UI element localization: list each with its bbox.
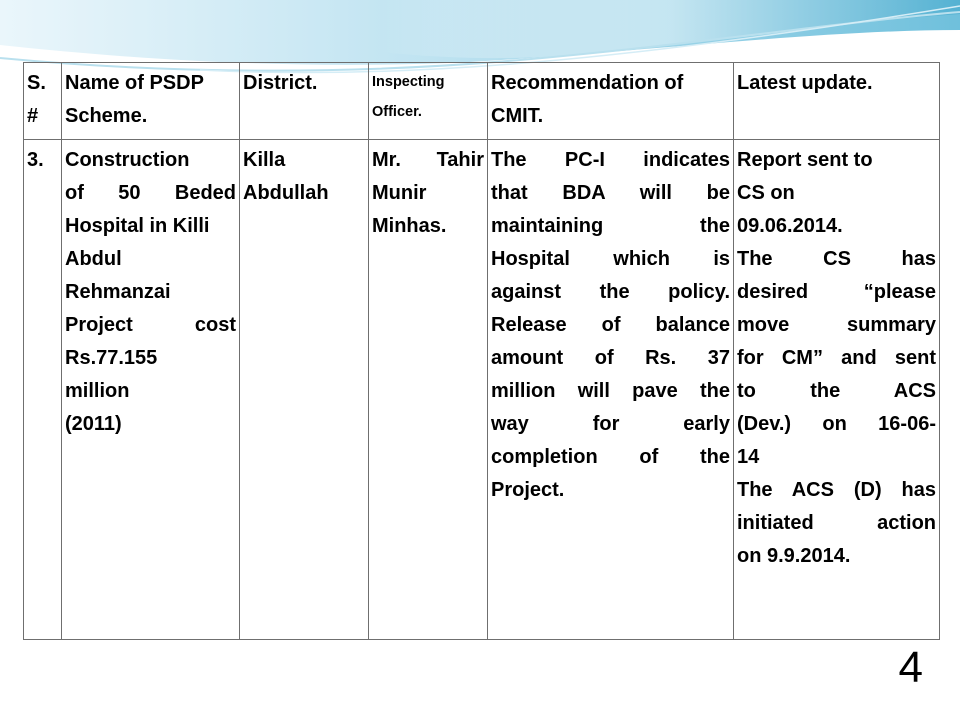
recommendation-line: completion of the (491, 446, 730, 468)
scheme-line: Construction (65, 149, 190, 171)
header-scheme-name: Name of PSDP Scheme. (62, 63, 240, 140)
update-line: desired “please (737, 281, 936, 303)
header-district: District. (240, 63, 369, 140)
header-serial-number: S. # (24, 63, 62, 140)
recommendation-line: against the policy. (491, 281, 730, 303)
header-latest-update: Latest update. (734, 63, 940, 140)
cell-inspecting-officer (369, 140, 488, 640)
update-line: CS on (737, 182, 795, 204)
header-recommendation: Recommendation of CMIT. (488, 63, 734, 140)
cell-serial-number: 3. (24, 140, 62, 640)
officer-line: Mr. Tahir (372, 149, 484, 171)
update-line: Report sent to (737, 149, 873, 171)
update-line: to the ACS (737, 380, 936, 402)
recommendation-line: Project. (491, 479, 565, 501)
psdp-schemes-table (23, 62, 940, 640)
scheme-line: (2011) (65, 413, 122, 435)
update-line: initiated action (737, 512, 936, 534)
cell-district (240, 140, 369, 640)
cell-recommendation (488, 140, 734, 640)
cell-scheme-name (62, 140, 240, 640)
update-line: move summary (737, 314, 936, 336)
slide-page-number: 4 (898, 643, 923, 692)
update-line: The ACS (D) has (737, 479, 936, 501)
scheme-line: of 50 Beded (65, 182, 236, 204)
header-inspecting-officer: Inspecting Officer. (369, 63, 488, 140)
update-line: on 9.9.2014. (737, 545, 851, 567)
scheme-line: million (65, 380, 130, 402)
scheme-line: Hospital in Killi (65, 215, 210, 237)
scheme-line: Rs.77.155 (65, 347, 158, 369)
table-row (24, 140, 940, 640)
recommendation-line: The PC-I indicates (491, 149, 730, 171)
cell-latest-update (734, 140, 940, 640)
recommendation-line: that BDA will be (491, 182, 730, 204)
table-header-row (24, 63, 940, 140)
scheme-line: Project cost (65, 314, 236, 336)
recommendation-line: million will pave the (491, 380, 730, 402)
update-line: 09.06.2014. (737, 215, 843, 237)
scheme-line: Abdul (65, 248, 122, 270)
recommendation-line: amount of Rs. 37 (491, 347, 730, 369)
district-line: Abdullah (243, 182, 329, 204)
officer-line: Minhas. (372, 215, 447, 237)
officer-line: Munir (372, 182, 427, 204)
recommendation-line: Hospital which is (491, 248, 730, 270)
scheme-line: Rehmanzai (65, 281, 171, 303)
update-line: (Dev.) on 16-06- (737, 413, 936, 435)
update-line: 14 (737, 446, 760, 468)
recommendation-line: maintaining the (491, 215, 730, 237)
recommendation-line: Release of balance (491, 314, 730, 336)
update-line: for CM” and sent (737, 347, 936, 369)
update-line: The CS has (737, 248, 936, 270)
recommendation-line: way for early (491, 413, 730, 435)
district-line: Killa (243, 149, 286, 171)
